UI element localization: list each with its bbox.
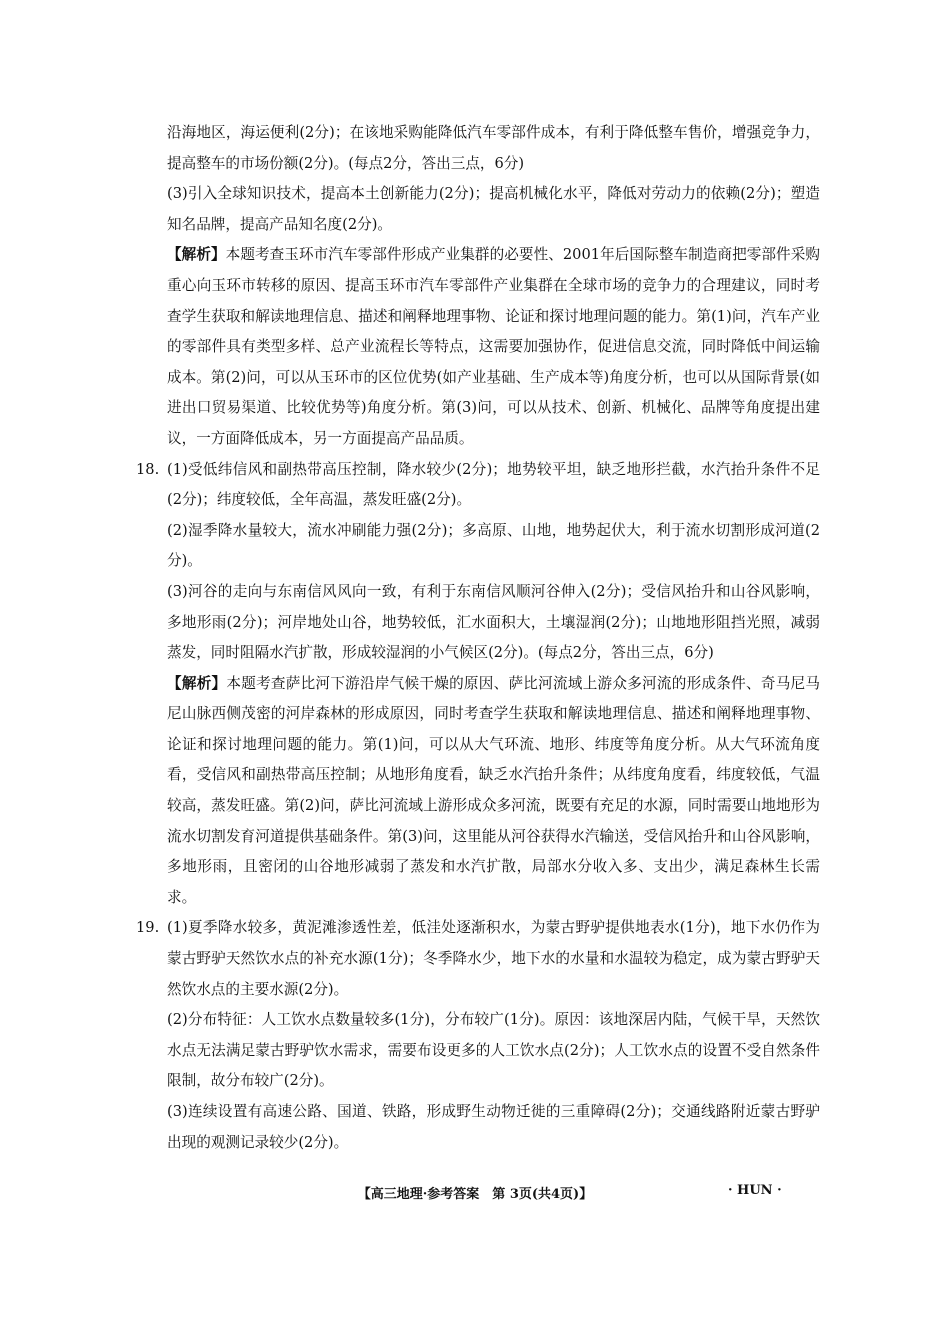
q18-part1: (1)受低纬信风和副热带高压控制，降水较少(2分)；地势较平坦，缺乏地形拦截，水汽抬升条件不足(2分)；纬度较低，全年高温，蒸发旺盛(2分)。 — [167, 460, 820, 509]
analysis-text: 本题考查萨比河下游沿岸气候干燥的原因、萨比河流域上游众多河流的形成条件、奇马尼马尼山脉西侧茂密的河岸森林的形成原因，同时考查学生获取和解读地理信息、描述和阐释地理事物、论证和探讨地理问题的能力。第(1)问，可以从大气环流、地形、纬度等角度分析。从大气环流角度看，受信风和副热带高压控制；从地形角度看，缺乏水汽抬升条件；从纬度角度看，纬度较低，气温较高，蒸发旺盛。第(2)问，萨比河流域上游形成众多河流，既要有充足的水源，同时需要山地地形为流水切割发育河道提供基础条件。第(3)问，这里能从河谷获得水汽输送，受信风抬升和山谷风影响，多地形雨，且密闭的山谷地形减弱了蒸发和水汽扩散，局部水分收入多、支出少，满足森林生长需求。 — [167, 674, 820, 906]
q19-part1: (1)夏季降水较多，黄泥滩渗透性差，低洼处逐渐积水，为蒙古野驴提供地表水(1分)，地下水仍作为蒙古野驴天然饮水点的补充水源(1分)；冬季降水少，地下水的水量和水温较为稳定，成为蒙古野驴天然饮水点的主要水源(2分)。 — [167, 919, 820, 998]
question-18 — [136, 455, 820, 516]
question-number: 18. — [136, 460, 160, 478]
page-footer — [0, 1183, 950, 1213]
question-19 — [136, 913, 820, 1005]
analysis-label: 【解析】 — [167, 674, 227, 692]
footer-region-code: · HUN · — [728, 1183, 782, 1198]
footer-page-info: 【高三地理·参考答案 第 3页(共4页)】 — [357, 1187, 593, 1202]
q18-part3: (3)河谷的走向与东南信风风向一致，有利于东南信风顺河谷伸入(2分)；受信风抬升和山谷风影响，多地形雨(2分)；河岸地处山谷，地势较低，汇水面积大，土壤湿润(2分)；山地地形阻挡光照，减弱蒸发，同时阻隔水汽扩散，形成较湿润的小气候区(2分)。(每点2分，答出三点，6分) — [167, 582, 820, 662]
analysis-text: 本题考查玉环市汽车零部件形成产业集群的必要性、2001年后国际整车制造商把零部件采购重心向玉环市转移的原因、提高玉环市汽车零部件产业集群在全球市场的竞争力的合理建议，同时考查学生获取和解读地理信息、描述和阐释地理事物、论证和探讨地理问题的能力。第(1)问，汽车产业的零部件具有类型多样、总产业流程长等特点，这需要加强协作，促进信息交流，同时降低中间运输成本。第(2)问，可以从玉环市的区位优势(如产业基础、生产成本等)角度分析，也可以从国际背景(如进出口贸易渠道、比较优势等)角度分析。第(3)问，可以从技术、创新、机械化、品牌等角度提出建议，一方面降低成本，另一方面提高产品品质。 — [167, 246, 820, 447]
q18-part2: (2)湿季降水量较大，流水冲刷能力强(2分)；多高原、山地，地势起伏大，利于流水切割形成河道(2分)。 — [167, 521, 820, 570]
analysis-label: 【解析】 — [167, 246, 226, 264]
answer-content — [136, 118, 820, 1158]
q18-analysis — [140, 669, 820, 914]
q17-analysis — [140, 240, 820, 454]
q19-part3: (3)连续设置有高速公路、国道、铁路，形成野生动物迁徙的三重障碍(2分)；交通线路附近蒙古野驴出现的观测记录较少(2分)。 — [167, 1103, 820, 1151]
q17-part2-continuation: 沿海地区，海运便利(2分)；在该地采购能降低汽车零部件成本，有利于降低整车售价，增强竞争力，提高整车的市场份额(2分)。(每点2分，答出三点，6分) — [167, 124, 820, 172]
question-number: 19. — [136, 919, 160, 937]
q17-part3: (3)引入全球知识技术，提高本土创新能力(2分)；提高机械化水平，降低对劳动力的依赖(2分)；塑造知名品牌，提高产品知名度(2分)。 — [167, 185, 820, 233]
q19-part2: (2)分布特征：人工饮水点数量较多(1分)，分布较广(1分)。原因：该地深居内陆，气候干旱，天然饮水点无法满足蒙古野驴饮水需求，需要布设更多的人工饮水点(2分)；人工饮水点的设置不受自然条件限制，故分布较广(2分)。 — [167, 1011, 820, 1090]
